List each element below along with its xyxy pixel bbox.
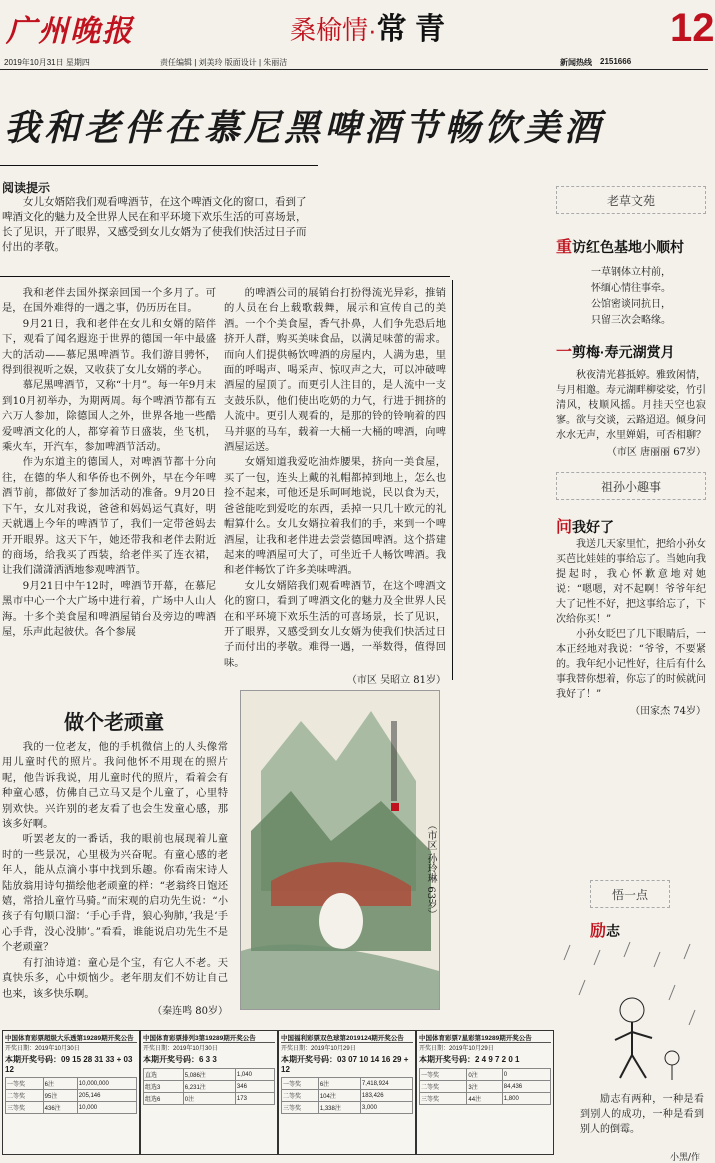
paragraph: 我的一位老友，他的手机微信上的人头像常用儿童时代的照片。我问他怀不用现在的照片呢，他告诉我说，用儿童时代的照片，看着会有种童心感，仿佛自己立马又是个儿童了，心里特别欢快。兴许别的老友看了也会生发童心感，那该多好啊。 — [2, 741, 228, 831]
paragraph: 9月21日中午12时，啤酒节开幕，在慕尼黑市中心一个大广场中进行着，广场中人山人海。十多个美食屋和啤酒屋销台及旁边的啤酒屋，乐声此起彼伏。各个参展 — [2, 579, 216, 638]
section-banner: 老草文苑 — [556, 186, 706, 214]
cartoon-illustration — [560, 940, 706, 1090]
poem-body: 秋夜清光暮抵婷。雅致闲情，与月相邀。寿元湖畔柳娑娑，竹引清风，枝顺风摇。月挂天空也寂寥。欲与交谈，云路迢迢。倾身问水水无声，水里婵娟，可否相聊？ — [556, 370, 706, 441]
lottery-notice: 中国福利彩票双色球第2019124期开奖公告 开奖日期：2019年10月29日 本期开奖号码：03 07 10 14 16 29 + 12 一等奖 6注 7,418,924 二等奖 104注 183,426 三等奖 1,338注 3,000 — [278, 1030, 416, 1155]
intro-label: 阅读提示 — [2, 181, 51, 195]
masthead — [0, 0, 715, 62]
lottery-notice: 中国体育彩票7星彩第19289期开奖公告 开奖日期：2019年10月29日 本期开奖号码：2 4 9 7 2 0 1 一等奖 0注 0 二等奖 3注 84,436 三等奖 44注 1,800 — [416, 1030, 554, 1155]
landscape-painting — [240, 690, 440, 1010]
author-signature: （市区 吴昭立 81岁） — [346, 675, 446, 687]
article-column-2 — [224, 286, 446, 686]
hotline-number: 2151666 — [600, 57, 632, 66]
story-paragraph: 我送几天家里忙，把给小孙女买芭比娃娃的事给忘了。当她向我提起时，我心怀歉意地对她说：“嗯嗯，对不起啊！爷爷年纪大了记性不好，把这事给忘了，下次给你买！” — [556, 539, 706, 625]
cartoon-signature: 小黑/作 — [670, 1153, 701, 1163]
paragraph: 慕尼黑啤酒节，又称“十月”。每一年9月末到10月初举办，为期两周。每个啤酒节都有五六万人参加，除德国人之外，世界各地一些酷爱啤酒文化的人，都穿着节日盛装，坐飞机，乘火车，开汽车，参加啤酒节活动。 — [2, 379, 216, 454]
paragraph: 听罢老友的一番话，我的眼前也展现着儿童时的一些景况，心里极为兴奋呢。有童心感的老年人，能从点滴小事中找到乐趣。你看南宋诗人陆放翁用诗句描绘他老顽童的样：“老翁终日饱还嬉，常拾儿童竹马骑。”而宋观的启功先生说：“小孩子有句顺口溜：‘手心手背，狼心狗肺，’我是‘手心手背，没心没肺’。”看看，谁能说启功先生不是个老顽童？ — [2, 833, 228, 954]
paragraph: 9月21日，我和老伴在女儿和女婿的陪伴下，观看了闻名遐迩于世界的德国一年中最盛大的活动——慕尼黑啤酒节。我们游目骋怀，得到很视听之娱，又收获了女儿女婿的孝心。 — [2, 317, 216, 377]
section-banner: 悟一点 — [590, 880, 670, 908]
section-title: 桑榆情·常 青 — [290, 13, 446, 46]
author-signature: （田家杰 74岁） — [630, 706, 706, 717]
story-title: 问我好了 — [556, 519, 615, 536]
story-paragraph: 小孙女眨巴了几下眼睛后，一本正经地对我说：“爷爷，不要紧的。我年纪小记性好，往后有什么事我替你想着，你忘了的时候就问我好了！” — [556, 629, 706, 700]
article-headline: 我和老伴在慕尼黑啤酒节畅饮美酒 — [4, 107, 605, 149]
paragraph: 我和老伴去国外探亲回国一个多月了。可是，在国外难得的一遇之事，仍历历在目。 — [2, 287, 216, 315]
cartoon-caption: 励志有两种，一种是看到别人的成功，一种是看到别人的倒霉。 — [580, 1094, 704, 1135]
paragraph: 女儿女婿陪我们观看啤酒节，在这个啤酒文化的窗口，看到了啤酒文化的魅力及全世界人民在和平环境下欢乐生活的可喜场景，长了见识，开了眼界，又感受到女儿女婿为使我们快活过日子而付出的孝敬。难得一遇，一举数得，值得回味。 — [224, 579, 446, 669]
lottery-notice: 中国体育彩票排列3第19289期开奖公告 开奖日期：2019年10月30日 本期开奖号码：6 3 3 直选 5,086注 1,040 组选3 6,231注 346 组选6 0注 173 — [140, 1030, 278, 1155]
poem-title: 重访红色基地小顺村 — [556, 239, 685, 256]
article-column-1 — [2, 286, 216, 640]
author-signature: （秦连鸣 80岁） — [152, 1005, 228, 1017]
page-number: 12 — [670, 6, 715, 50]
sub-article-title: 做个老顽童 — [64, 712, 164, 734]
section-banner: 祖孙小趣事 — [556, 472, 706, 500]
paragraph: 有打油诗道：童心是个宝，有它人不老。天真快乐多，心中烦恼少。老年朋友们不妨让自己也来，该多快乐啊。 — [2, 956, 228, 1000]
intro-text: 女儿女婿陪我们观看啤酒节，在这个啤酒文化的窗口，看到了啤酒文化的魅力及全世界人民在和平环境下欢乐生活的可喜场景，长了见识，开了眼界，又感受到女儿女婿为了使我们快活过日子而付出的孝敬。 — [2, 196, 307, 253]
painting-image — [241, 691, 439, 1009]
hotline-label: 新闻热线 — [560, 58, 592, 67]
right-column — [556, 186, 706, 717]
paragraph: 作为东道主的德国人，对啤酒节都十分向往，在德的华人和华侨也不例外，早在今年啤酒节前，都做好了参加活动的准备。9月20日下午，女儿对我说，爸爸和妈妈运气真好，明天就遇上今年的啤酒节了，我们一定带爸妈去开开眼界。这天下午，她还带我和老伴去附近的商场，给我买了西装，给老伴买了连衣裙，让我们潇潇洒洒地参观啤酒节。 — [2, 456, 216, 577]
author-signature: （市区 唐丽丽 67岁） — [606, 447, 706, 458]
divider — [0, 165, 318, 166]
lottery-notice: 中国体育彩票超级大乐透第19289期开奖公告 开奖日期：2019年10月30日 本期开奖号码：09 15 28 31 33 + 03 12 一等奖 6注 10,000,000 二等奖 95注 205,146 三等奖 436注 10,000 — [2, 1030, 140, 1155]
sub-article-body — [2, 740, 228, 1017]
poem-body: 一草钢体立村前， 怀缅心情往事牵。 公馆密谈同抗日， 只留三次会略缘。 — [591, 267, 671, 326]
column-divider — [452, 280, 453, 680]
poem-title: 一剪梅·寿元湖赏月 — [556, 344, 675, 361]
cartoon-title: 励志 — [590, 923, 621, 940]
paragraph: 的啤酒公司的展销台打扮得流光异彩，推销的人员在台上载歌载舞，展示和宣传自己的美酒。一个个美食屋，香气扑鼻，人们争先恐后地挤开人群，购买美味食品，以满足味蕾的需求。而向人们提供畅饮啤酒的房屋内，人满为患，里面的呼喝声、喝采声、惊叹声之大，可以冲破啤酒屋的屋顶了。而更引人注目的，是人流中一支支鼓乐队，他们使出吃奶的力气，行进于拥挤的人流中。更引人观看的，是那的铃的铃响着的四马并驱的马车，载着一大桶一大桶的啤酒，向啤酒屋运送。 — [224, 287, 446, 454]
cartoon-image — [560, 940, 706, 1090]
paragraph: 女婿知道我爱吃油炸腰果，挤向一美食屋，买了一包，连头上戴的礼帽都掉到地上，怎么也捡不起来，可他还是乐呵呵地说，民以食为天，爸爸能吃到爱吃的东西，丢掉一只几十欧元的礼帽算什么。女儿女婿拉着我们的手，来到一个啤酒屋，让我和老伴进去尝尝德国啤酒。这个搭建起来的啤酒屋可大了，可坐近千人畅饮啤酒。我和老伴畅饮了许多美味啤酒。 — [224, 456, 446, 577]
meta-line — [0, 56, 708, 70]
painting-caption: （市区 孙玲琳 63岁） — [425, 820, 436, 920]
publish-date: 2019年10月31日 星期四 — [4, 58, 90, 67]
divider — [0, 276, 450, 277]
editor-credits: 责任编辑 | 刘美玲 版面设计 | 朱丽洁 — [160, 58, 288, 67]
newspaper-logo: 广州晚报 — [6, 14, 134, 49]
